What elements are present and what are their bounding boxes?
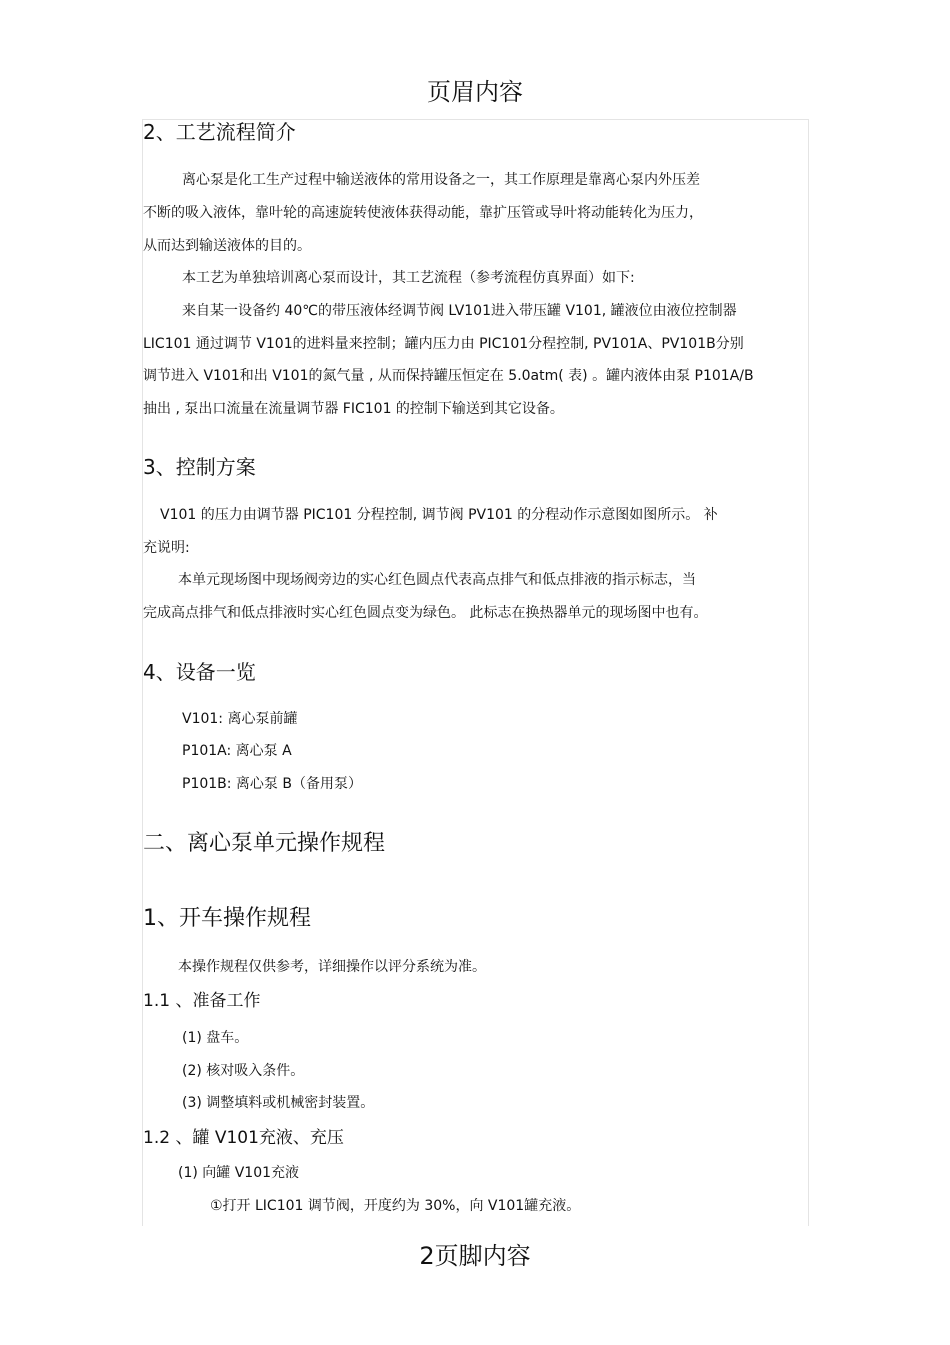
paragraph-line: 本工艺为单独培训离心泵而设计，其工艺流程（参考流程仿真界面）如下: xyxy=(182,270,635,286)
section-2-title: 2、工艺流程简介 xyxy=(143,120,296,144)
step-item: (1) 向罐 V101充液 xyxy=(178,1165,300,1181)
step-item: (2) 核对吸入条件。 xyxy=(182,1063,305,1079)
equipment-item: V101: 离心泵前罐 xyxy=(182,711,298,727)
paragraph-line: 调节进入 V101和出 V101的氮气量 , 从而保持罐压恒定在 5.0atm( 表) 。罐内液体由泵 P101A/B xyxy=(143,368,754,384)
paragraph-line: 完成高点排气和低点排液时实心红色圆点变为绿色。 此标志在换热器单元的现场图中也有。 xyxy=(143,605,708,621)
equipment-item: P101B: 离心泵 B（备用泵） xyxy=(182,776,362,792)
paragraph-line: 本操作规程仅供参考，详细操作以评分系统为准。 xyxy=(178,959,486,975)
section-4-title: 4、设备一览 xyxy=(143,660,256,684)
part-2-title: 二、离心泵单元操作规程 xyxy=(143,831,386,856)
paragraph-line: 充说明: xyxy=(143,540,190,556)
page-footer: 2页脚内容 xyxy=(419,1242,531,1270)
paragraph-line: 不断的吸入液体，靠叶轮的高速旋转使液体获得动能，靠扩压管或导叶将动能转化为压力， xyxy=(143,205,703,221)
paragraph-line: V101 的压力由调节器 PIC101 分程控制, 调节阀 PV101 的分程动作示意图如图所示。 补 xyxy=(160,507,718,523)
section-1-2-title: 1.2 、罐 V101充液、充压 xyxy=(143,1128,344,1148)
paragraph-line: 抽出 , 泵出口流量在流量调节器 FIC101 的控制下输送到其它设备。 xyxy=(143,401,564,417)
paragraph-line: 来自某一设备约 40℃的带压液体经调节阀 LV101进入带压罐 V101, 罐液位由液位控制器 xyxy=(182,303,737,319)
section-1-title: 1、开车操作规程 xyxy=(143,906,311,931)
paragraph-line: 离心泵是化工生产过程中输送液体的常用设备之一，其工作原理是靠离心泵内外压差 xyxy=(182,172,700,188)
step-item: (3) 调整填料或机械密封装置。 xyxy=(182,1095,375,1111)
step-item: ①打开 LIC101 调节阀，开度约为 30%，向 V101罐充液。 xyxy=(210,1198,581,1214)
paragraph-line: LIC101 通过调节 V101的进料量来控制；罐内压力由 PIC101分程控制, PV101A、PV101B分别 xyxy=(143,336,744,352)
step-item: (1) 盘车。 xyxy=(182,1030,249,1046)
equipment-item: P101A: 离心泵 A xyxy=(182,743,292,759)
section-1-1-title: 1.1 、准备工作 xyxy=(143,991,261,1011)
page-header: 页眉内容 xyxy=(427,78,523,106)
paragraph-line: 本单元现场图中现场阀旁边的实心红色圆点代表高点排气和低点排液的指示标志，当 xyxy=(178,572,696,588)
section-3-title: 3、控制方案 xyxy=(143,455,256,479)
paragraph-line: 从而达到输送液体的目的。 xyxy=(143,238,311,254)
